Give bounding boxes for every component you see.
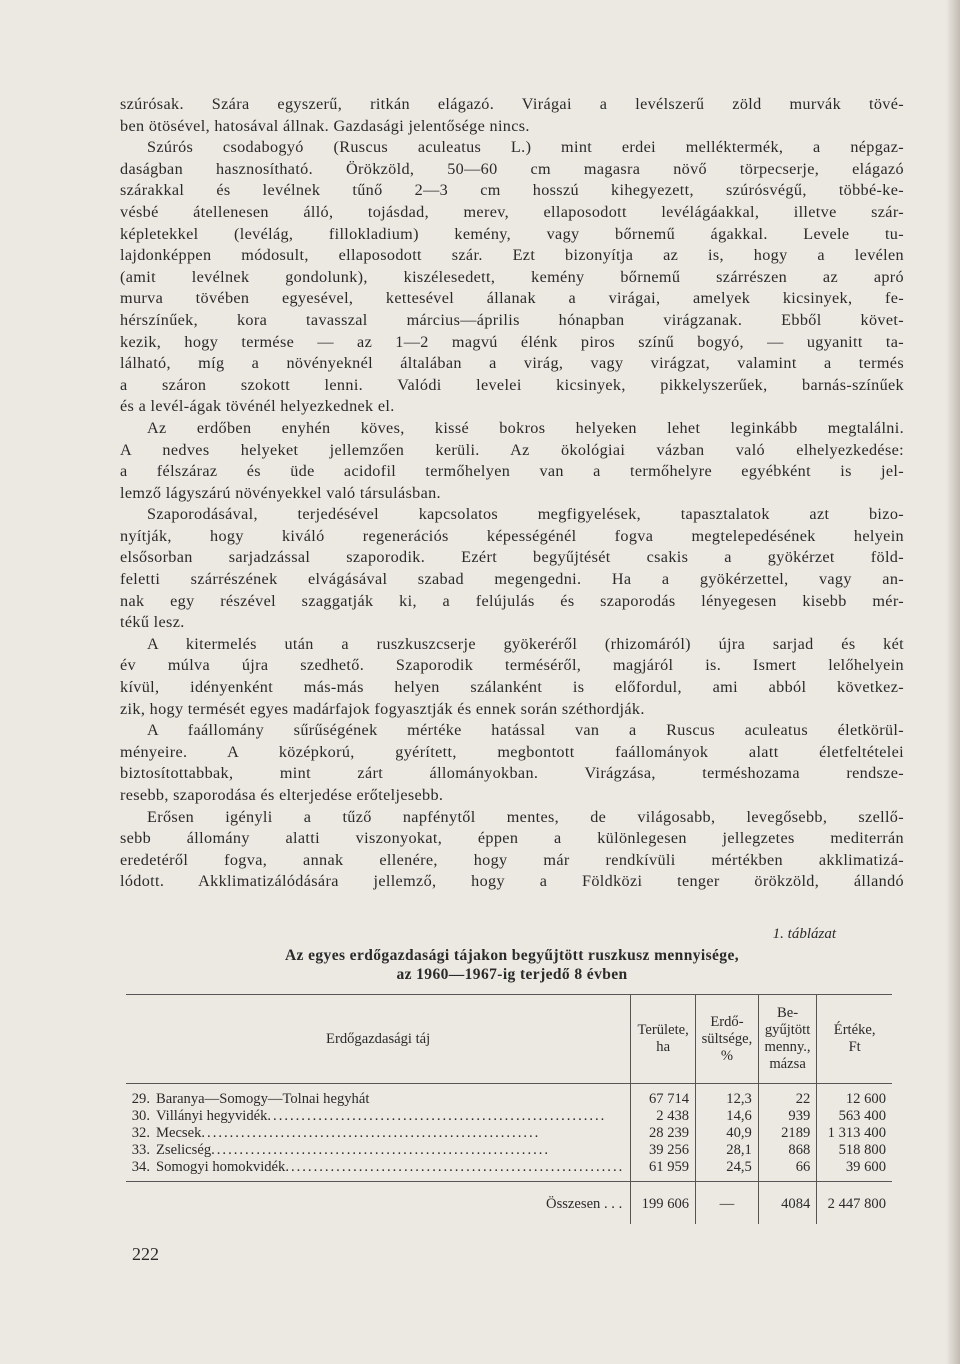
cell-forest-cover: 40,9 xyxy=(696,1125,759,1142)
page-number: 222 xyxy=(132,1244,159,1264)
total-value: 2 447 800 xyxy=(817,1182,892,1225)
body-text xyxy=(120,94,904,893)
text-line: A faállomány sűrűségének mértéke hatással van a Ruscus aculeatus életkörül- xyxy=(147,721,904,740)
leader-dots: ............................................................ xyxy=(267,1108,607,1124)
text-line: kezik, hogy termése — az 1—2 magvú élénk piros színű bogyó, — ugyanitt ta- xyxy=(120,332,904,351)
cell-value: 1 313 400 xyxy=(817,1125,892,1142)
text-line: A kitermelés után a ruszkuszcserje gyökeréről (rhizomáról) újra sarjad és két xyxy=(147,634,904,653)
cell-value: 518 800 xyxy=(817,1142,892,1159)
text-line: daságban hasznosítható. Örökzöld, 50—60 cm magasra növő törpecserje, elágazó xyxy=(120,159,904,178)
text-line: lemző lágyszárú növényekkel való társulásban. xyxy=(120,483,441,502)
text-line: feletti szárrészének elvágásával szabad megengedni. Ha a gyökérzettel, vagy an- xyxy=(120,570,904,589)
table-row xyxy=(126,1108,892,1125)
cell-collected: 22 xyxy=(758,1084,817,1109)
leader-dots xyxy=(369,1091,624,1108)
harvest-table xyxy=(126,994,892,1224)
region-name: Villányi hegyvidék xyxy=(156,1108,268,1124)
text-line: szárakkal és levélnek tűnő 2—3 cm hosszú kihegyezett, szúrósvégű, többé-ke- xyxy=(120,181,904,200)
text-line: eredetéről fogva, annak ellenére, hogy már rendkívüli mértékben akklimatizá- xyxy=(120,850,904,869)
table-title-line-2: az 1960—1967-ig terjedő 8 évben xyxy=(396,966,628,983)
cell-region xyxy=(126,1159,631,1182)
region-number: 32. xyxy=(131,1125,150,1141)
text-line: és a levél-ágak tövénél helyezkednek el. xyxy=(120,397,395,416)
cell-collected: 868 xyxy=(758,1142,817,1159)
text-line: zik, hogy termését egyes madárfajok fogyasztják és ennek során széthordják. xyxy=(120,699,645,718)
cell-forest-cover: 12,3 xyxy=(696,1084,759,1109)
text-line: lálható, míg a növényeknél általában a virág, vagy virágzat, valamint a termés xyxy=(120,354,904,373)
cell-value: 563 400 xyxy=(817,1108,892,1125)
table-row xyxy=(126,1159,892,1182)
cell-forest-cover: 14,6 xyxy=(696,1108,759,1125)
text-line: nyítják, hogy kiváló regenerációs képességénél fogva megtelepedésének helyein xyxy=(120,526,904,545)
table-caption: 1. táblázat xyxy=(772,926,836,942)
cell-value: 12 600 xyxy=(817,1084,892,1109)
cell-forest-cover: 24,5 xyxy=(696,1159,759,1182)
header-region: Erdőgazdasági táj xyxy=(126,995,631,1084)
cell-area: 39 256 xyxy=(631,1142,696,1159)
region-name: Mecsek xyxy=(156,1125,202,1141)
text-line: Az erdőben enyhén köves, kissé bokros helyeken lehet leginkább megtalálni. xyxy=(147,418,904,437)
table-row xyxy=(126,1125,892,1142)
header-value: Értéke, Ft xyxy=(817,995,892,1084)
text-line: nak egy részével szaggatják ki, a felújulás és szaporodás lényegesen kisebb mér- xyxy=(120,591,904,610)
cell-area: 2 438 xyxy=(631,1108,696,1125)
text-line: (amit levélnek gondolunk), kiszélesedett, kemény bőrnemű szárrészen az apró xyxy=(120,267,904,286)
cell-forest-cover: 28,1 xyxy=(696,1142,759,1159)
cell-area: 28 239 xyxy=(631,1125,696,1142)
region-number: 33. xyxy=(131,1142,150,1158)
text-line: lódott. Akklimatizálódására jellemző, hogy a Földközi tenger örökzöld, állandó xyxy=(120,872,904,891)
total-area: 199 606 xyxy=(631,1182,696,1225)
total-label: Összesen . . . xyxy=(546,1195,623,1212)
text-line: a félszáraz és üde acidofil termőhelyen van a termőhelyre egyébként is jel- xyxy=(120,462,904,481)
region-name: Somogyi homokvidék xyxy=(156,1159,286,1175)
cell-area: 61 959 xyxy=(631,1159,696,1182)
table-title xyxy=(120,946,904,984)
text-line: Szúrós csodabogyó (Ruscus aculeatus L.) mint erdei melléktermék, a népgaz- xyxy=(147,138,904,157)
header-collected: Be- gyűjtött menny., mázsa xyxy=(758,995,817,1084)
cell-area: 67 714 xyxy=(631,1084,696,1109)
text-line: szúrósak. Szára egyszerű, ritkán elágazó. Virágai a levélszerű zöld murvák tövé- xyxy=(120,95,904,113)
cell-collected: 939 xyxy=(758,1108,817,1125)
text-line: ben ötösével, hatosával állnak. Gazdasági jelentősége nincs. xyxy=(120,116,530,135)
text-line: tékű lesz. xyxy=(120,613,185,632)
text-line: Szaporodásával, terjedésével kapcsolatos megfigyelések, tapasztalatok azt bizo- xyxy=(147,505,904,524)
text-line: biztosítottabbak, mint zárt állományokban. Virágzása, terméshozama rendsze- xyxy=(120,764,904,783)
cell-region xyxy=(126,1084,631,1109)
text-line: vésbé átellenesen álló, tojásdad, merev, ellaposodott levélágáakkal, illetve szár- xyxy=(120,202,904,221)
text-line: lajdonképpen módosult, ellaposodott szár. Ezt bizonyítja az is, hogy a levélen xyxy=(120,246,904,265)
text-line: év múlva újra szedhető. Szaporodik terméséről, magjáról is. Ismert lelőhelyein xyxy=(120,656,904,675)
text-line: Erősen igényli a tűző napfénytől mentes, de világosabb, levegősebb, szellő- xyxy=(147,807,904,826)
text-line: ményeire. A középkorú, gyérített, megbontott faállományok alatt életfeltételei xyxy=(120,742,904,761)
total-forest-cover: — xyxy=(696,1182,759,1225)
cell-value: 39 600 xyxy=(817,1159,892,1182)
region-name: Baranya—Somogy—Tolnai hegyhát xyxy=(156,1091,370,1107)
table-row xyxy=(126,1084,892,1109)
leader-dots: ............................................................ xyxy=(211,1142,551,1158)
cell-region xyxy=(126,1108,631,1125)
table-total-row xyxy=(126,1182,892,1225)
page-edge-shadow xyxy=(946,0,960,1364)
text-line: hérszínűek, kora tavasszal március—április hónapban virágzanak. Ebből követ- xyxy=(120,310,904,329)
region-number: 29. xyxy=(131,1091,150,1107)
header-forest-cover: Erdő- sültsége, % xyxy=(696,995,759,1084)
text-line: sebb állomány alatti viszonyokat, éppen a különlegesen jellegzetes mediterrán xyxy=(120,829,904,848)
leader-dots: ............................................................ xyxy=(201,1125,541,1141)
text-line: képletekkel (levélág, fillokladium) kemény, vagy bőrnemű ágakkal. Levele tu- xyxy=(120,224,904,243)
text-line: murva tövében egyesével, kettesével állanak a virágai, amelyek kicsinyek, fe- xyxy=(120,289,904,308)
cell-region xyxy=(126,1125,631,1142)
header-area: Területe, ha xyxy=(631,995,696,1084)
region-number: 30. xyxy=(131,1108,150,1124)
table-row xyxy=(126,1142,892,1159)
cell-collected: 66 xyxy=(758,1159,817,1182)
text-line: resebb, szaporodása és elterjedése erőteljesebb. xyxy=(120,786,444,804)
cell-collected: 2189 xyxy=(758,1125,817,1142)
text-line: A nedves helyeket jellemzően kerüli. Az ökológiai vázban való elhelyezkedése: xyxy=(120,440,904,459)
table-header-row xyxy=(126,995,892,1084)
table-title-line-1: Az egyes erdőgazdasági tájakon begyűjtött ruszkusz mennyisége, xyxy=(284,947,740,964)
text-line: kívül, idényenként más-más helyen szálanként is előfordul, ami abból következ- xyxy=(120,678,904,697)
text-line: a száron szokott lenni. Valódi levelei kicsinyek, pikkelyszerűek, barnás-színűek xyxy=(120,375,904,394)
region-number: 34. xyxy=(131,1159,150,1175)
cell-region xyxy=(126,1142,631,1159)
leader-dots: ............................................................ xyxy=(285,1159,625,1175)
text-line: elsősorban sarjadzással szaporodik. Ezért begyűjtését csakis a gyökérzet föld- xyxy=(120,548,904,567)
region-name: Zselicség xyxy=(156,1142,212,1158)
total-collected: 4084 xyxy=(758,1182,817,1225)
